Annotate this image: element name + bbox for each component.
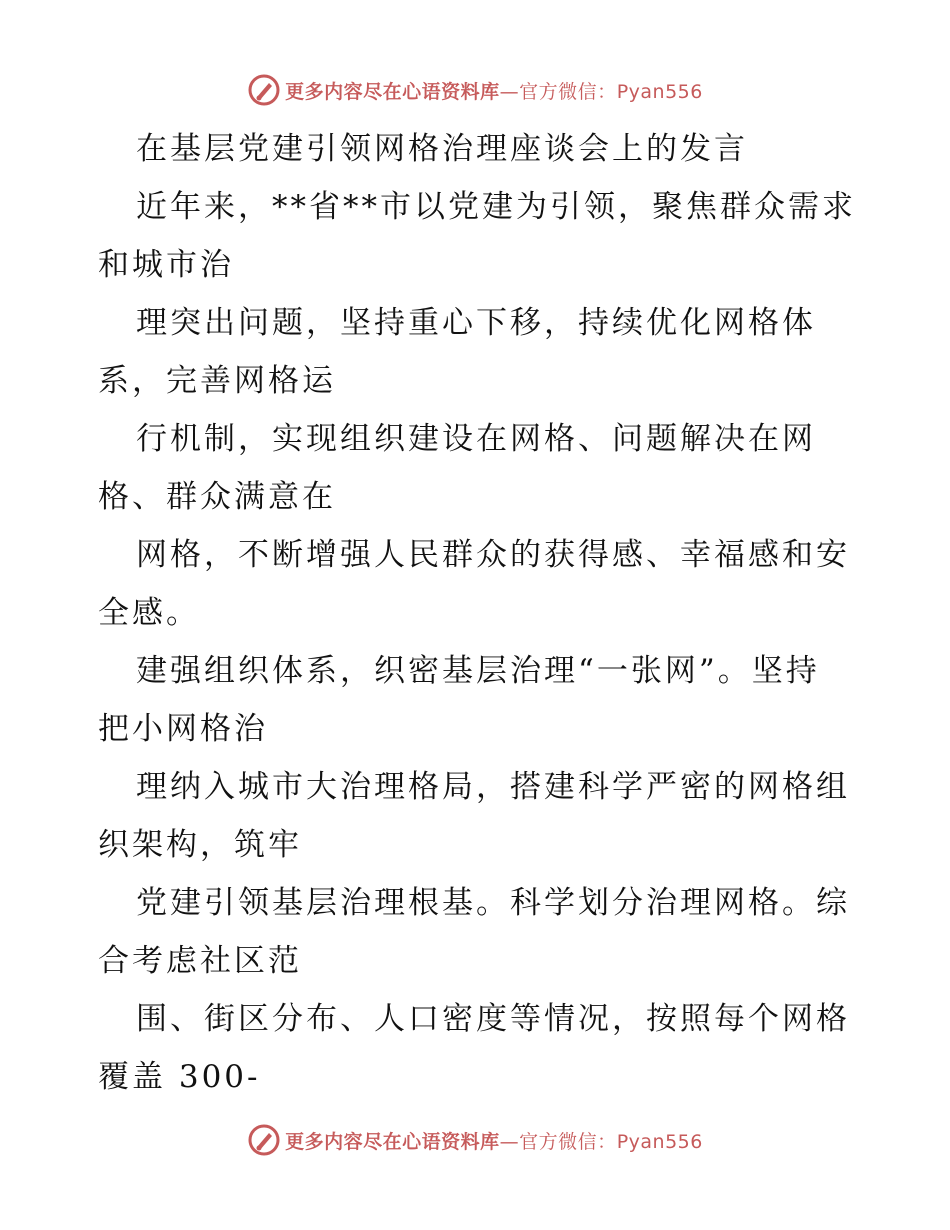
watermark-text	[285, 77, 703, 104]
paragraph-line: 格、群众满意在	[98, 479, 336, 515]
paragraph-line: 覆盖 300-	[98, 1059, 261, 1095]
footer-watermark	[0, 1120, 950, 1160]
paragraph-line: 系，完善网格运	[98, 363, 336, 399]
watermark-account: Pyan556	[616, 1130, 703, 1153]
paragraph-line: 党建引领基层治理根基。科学划分治理网格。综	[136, 885, 850, 921]
pen-nib-logo-icon	[247, 1123, 281, 1157]
paragraph-line: 织架构，筑牢	[98, 827, 302, 863]
document-body	[98, 120, 858, 1106]
paragraph-line: 合考虑社区范	[98, 943, 302, 979]
paragraph-line: 理突出问题，坚持重心下移，持续优化网格体	[136, 305, 816, 341]
paragraph-line: 行机制，实现组织建设在网格、问题解决在网	[136, 421, 816, 457]
paragraph-line: 理纳入城市大治理格局，搭建科学严密的网格组	[136, 769, 850, 805]
header-watermark	[0, 70, 950, 110]
watermark-brand: 更多内容尽在心语资料库	[285, 1130, 500, 1153]
paragraph-line: 把小网格治	[98, 711, 268, 747]
paragraph-line: 建强组织体系，织密基层治理“一张网”。坚持	[136, 653, 820, 689]
paragraph-line: 全感。	[98, 595, 200, 631]
watermark-text	[285, 1127, 703, 1154]
paragraph-line: 近年来，**省**市以党建为引领，聚焦群众需求	[136, 189, 856, 225]
pen-nib-logo-icon	[247, 73, 281, 107]
paragraph-line: 围、街区分布、人口密度等情况，按照每个网格	[136, 1001, 850, 1037]
paragraph-line: 和城市治	[98, 247, 234, 283]
document-title: 在基层党建引领网格治理座谈会上的发言	[136, 131, 748, 167]
watermark-dash: —官方微信：	[499, 1130, 617, 1153]
watermark-dash: —官方微信：	[499, 80, 617, 103]
watermark-brand: 更多内容尽在心语资料库	[285, 80, 500, 103]
paragraph-line: 网格，不断增强人民群众的获得感、幸福感和安	[136, 537, 850, 573]
watermark-account: Pyan556	[616, 80, 703, 103]
